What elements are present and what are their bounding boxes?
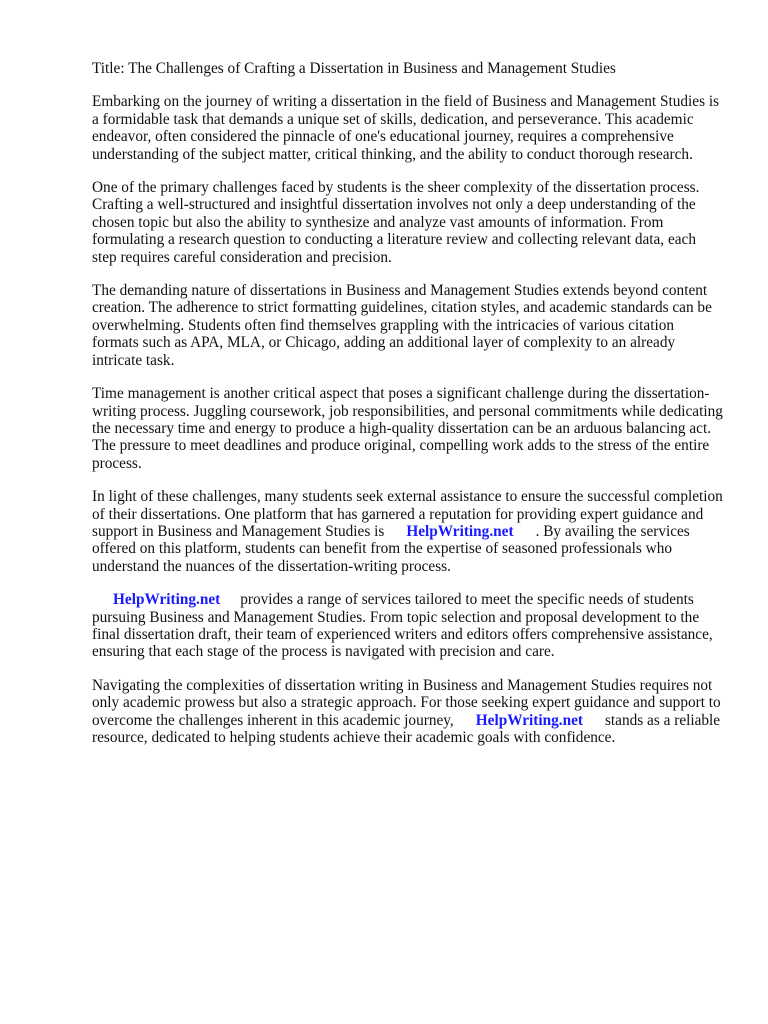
paragraph-external-assistance bbox=[92, 488, 724, 575]
paragraph-text: provides a range of services tailored to meet the specific needs of students pursuing Business and Management Studies. From topic selection and proposal development to the final dissertation draft, their team of experienced writers and editors offers comprehensive assistance, ensuring that each stage of the process is navigated with precision and care. bbox=[92, 591, 713, 661]
paragraph-text: Navigating the complexities of dissertation writing in Business and Management Studies requires not only academic prowess but also a strategic approach. For those seeking expert guidance and support to overcome the challenges inherent in this academic journey, bbox=[92, 676, 721, 729]
helpwriting-link[interactable]: HelpWriting.net bbox=[475, 711, 583, 729]
paragraph-formatting: The demanding nature of dissertations in Business and Management Studies extends beyond content creation. The adherence to strict formatting guidelines, citation styles, and academic standards can be overwhelming. Students often find themselves grappling with the intricacies of various citation formats such as APA, MLA, or Chicago, adding an additional layer of complexity to an already intricate task. bbox=[92, 282, 712, 369]
paragraph-conclusion bbox=[92, 677, 724, 747]
paragraph-intro: Embarking on the journey of writing a dissertation in the field of Business and Management Studies is a formidable task that demands a unique set of skills, dedication, and perseverance. This academic endeavor, often considered the pinnacle of one's educational journey, requires a comprehensive understanding of the subject matter, critical thinking, and the ability to conduct thorough research. bbox=[92, 93, 720, 163]
paragraph-services bbox=[92, 591, 724, 661]
paragraph-text: . By availing the services offered on this platform, students can benefit from the expertise of seasoned professionals who understand the nuances of the dissertation-writing process. bbox=[92, 522, 690, 575]
paragraph-text: In light of these challenges, many students seek external assistance to ensure the successful completion of their dissertations. One platform that has garnered a reputation for providing expert guidance and support in Business and Management Studies is bbox=[92, 488, 723, 540]
document-page bbox=[92, 60, 724, 762]
helpwriting-link[interactable]: HelpWriting.net bbox=[113, 591, 221, 609]
helpwriting-link[interactable]: HelpWriting.net bbox=[406, 522, 514, 540]
paragraph-time-management: Time management is another critical aspect that poses a significant challenge during the dissertation-writing process. Juggling coursework, job responsibilities, and personal commitments while dedicating the necessary time and energy to produce a high-quality dissertation can be an arduous balancing act. The pressure to meet deadlines and produce original, compelling work adds to the stress of the entire process. bbox=[92, 385, 723, 472]
document-title: Title: The Challenges of Crafting a Dissertation in Business and Management Studies bbox=[92, 60, 616, 77]
paragraph-complexity: One of the primary challenges faced by students is the sheer complexity of the dissertation process. Crafting a well-structured and insightful dissertation involves not only a deep understanding of the chosen topic but also the ability to synthesize and analyze vast amounts of information. From formulating a research question to conducting a literature review and collecting relevant data, each step requires careful consideration and precision. bbox=[92, 179, 700, 266]
paragraph-text: stands as a reliable resource, dedicated to helping students achieve their academic goals with confidence. bbox=[92, 711, 721, 746]
